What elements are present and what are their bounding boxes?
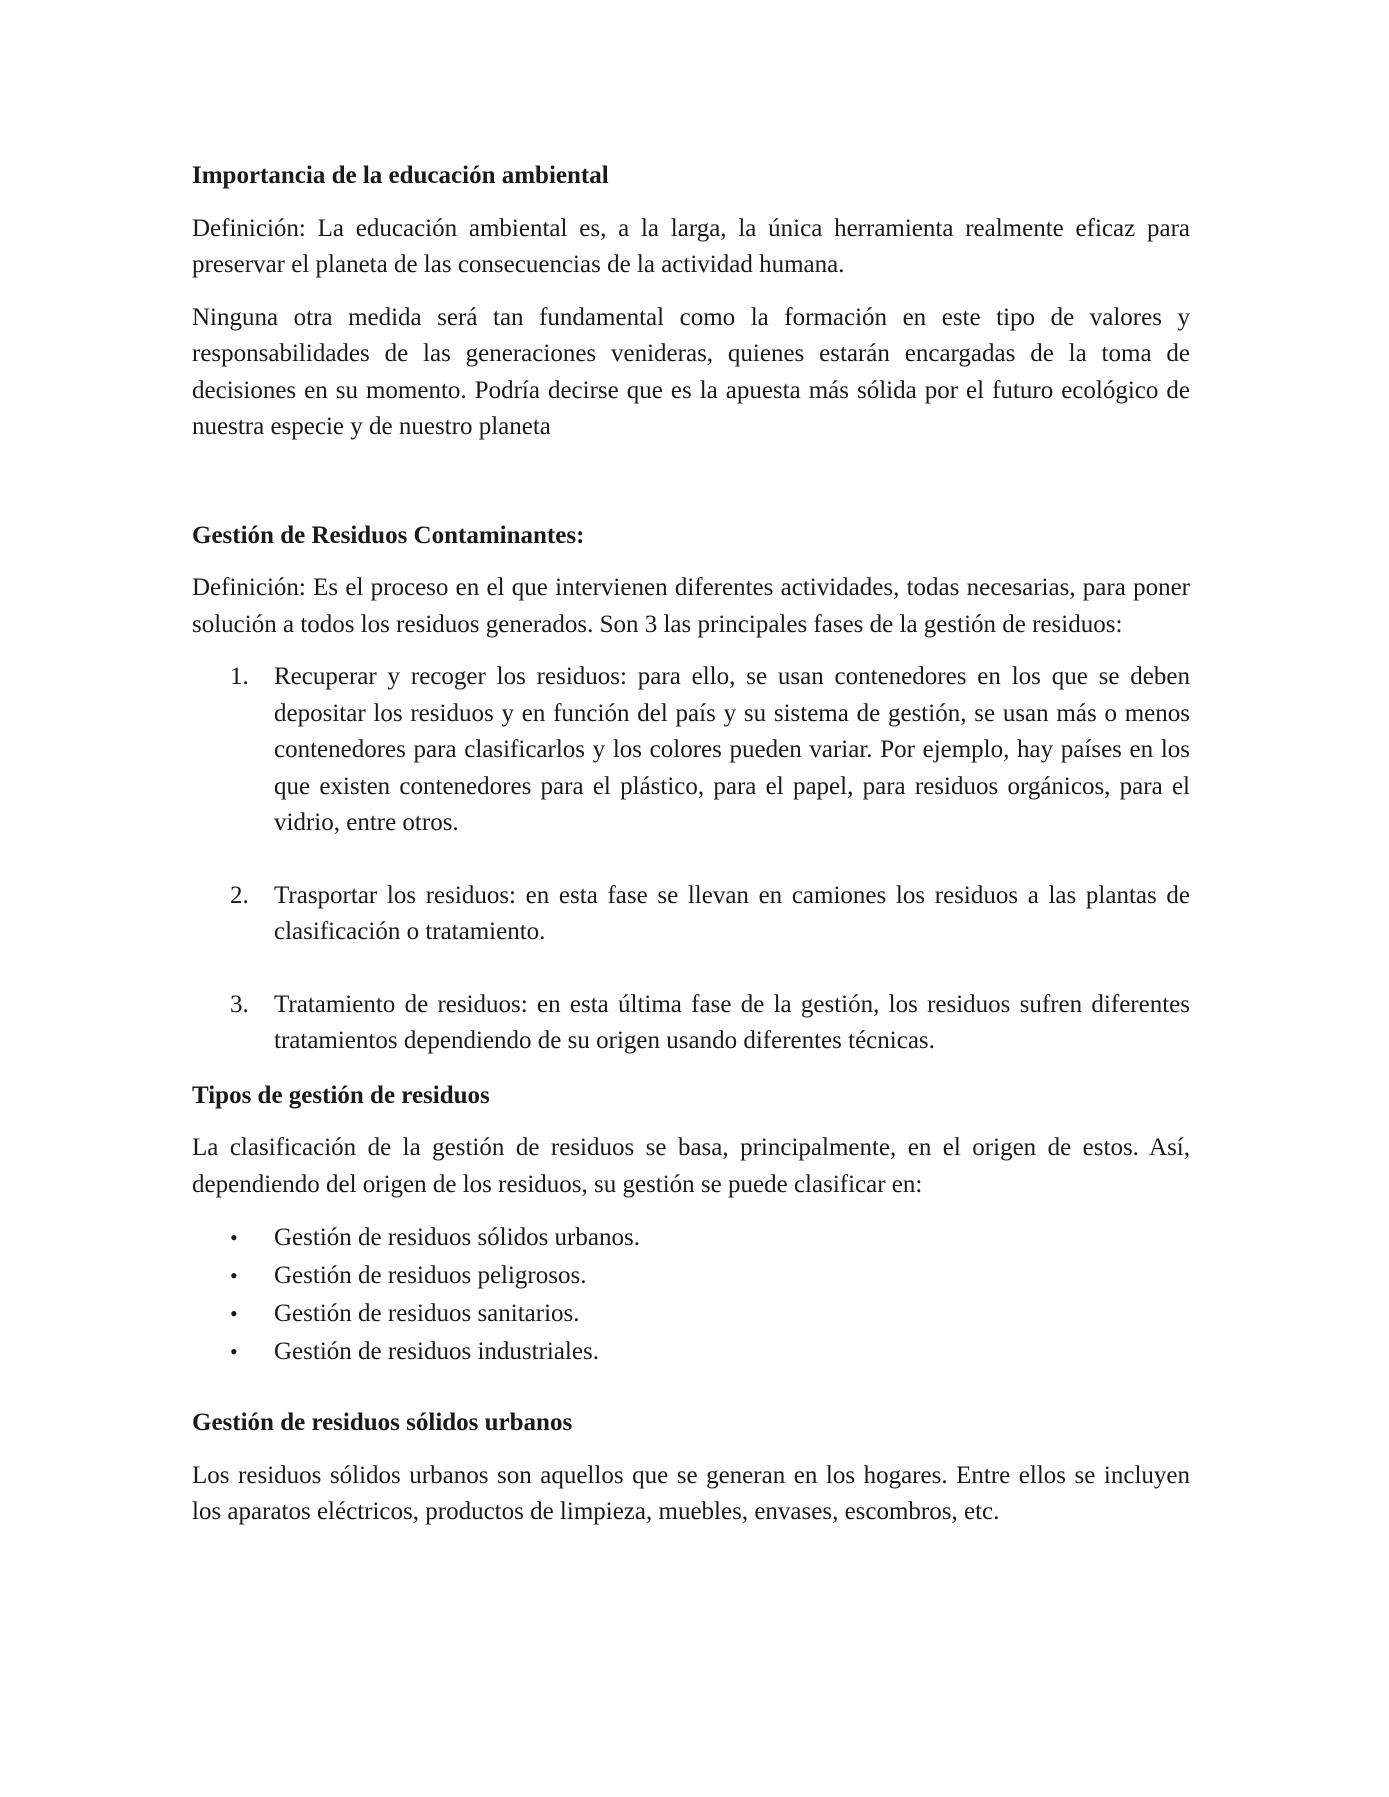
list-item	[192, 878, 1190, 951]
list-item-text: Gestión de residuos sólidos urbanos.	[274, 1224, 640, 1251]
list-number: 2.	[230, 881, 249, 909]
list-item	[192, 1333, 1190, 1371]
list-item-text: Gestión de residuos peligrosos.	[274, 1262, 587, 1289]
document-page	[192, 158, 1190, 1531]
bullet-icon: •	[230, 1225, 238, 1250]
paragraph-definicion-educacion: Definición: La educación ambiental es, a la larga, la única herramienta realmente eficaz para preservar el planeta de las consecuencias de la actividad humana.	[192, 214, 1190, 278]
list-number: 1.	[230, 663, 249, 690]
paragraph-clasificacion: La clasificación de la gestión de residuos se basa, principalmente, en el origen de estos. Así, dependiendo del origen de los residuos, su gestión se puede clasificar en:	[192, 1134, 1190, 1198]
paragraph-definicion-gestion: Definición: Es el proceso en el que intervienen diferentes actividades, todas necesarias, para poner solución a todos los residuos generados. Son 3 las principales fases de la gestión de residuos:	[192, 574, 1190, 638]
section-title-importancia: Importancia de la educación ambiental	[192, 162, 609, 189]
list-item-text: Tratamiento de residuos: en esta última fase de la gestión, los residuos sufren diferentes tratamientos dependiendo de su origen usando diferentes técnicas.	[274, 990, 1190, 1054]
list-number: 3.	[230, 990, 249, 1018]
list-item-text: Recuperar y recoger los residuos: para ello, se usan contenedores en los que se deben depositar los residuos y en función del país y su sistema de gestión, se usan más o menos contenedores para clasificarlos y los colores pueden variar. Por ejemplo, hay países en los que existen contenedores para el plástico, para el papel, para residuos orgánicos, para el vidrio, entre otros.	[274, 663, 1190, 836]
section-title-gestion-residuos: Gestión de Residuos Contaminantes:	[192, 521, 585, 549]
list-item-text: Gestión de residuos sanitarios.	[274, 1300, 580, 1327]
phases-list	[192, 659, 1190, 1060]
paragraph-residuos-solidos: Los residuos sólidos urbanos son aquellos que se generan en los hogares. Entre ellos se incluyen los aparatos eléctricos, productos de limpieza, muebles, envases, escombros, etc.	[192, 1461, 1190, 1525]
bullet-icon: •	[230, 1339, 238, 1364]
list-item-text: Trasportar los residuos: en esta fase se llevan en camiones los residuos a las plantas de clasificación o tratamiento.	[274, 881, 1190, 945]
section-title-residuos-solidos: Gestión de residuos sólidos urbanos	[192, 1409, 573, 1436]
section-title-tipos-gestion: Tipos de gestión de residuos	[192, 1081, 490, 1109]
list-item	[192, 987, 1190, 1060]
list-item	[192, 659, 1190, 842]
list-item	[192, 1295, 1190, 1333]
bullet-icon: •	[230, 1301, 238, 1326]
list-item-text: Gestión de residuos industriales.	[274, 1338, 599, 1365]
bullet-icon: •	[230, 1263, 238, 1288]
list-item	[192, 1219, 1190, 1257]
types-list	[192, 1219, 1190, 1371]
paragraph-ninguna-otra-medida: Ninguna otra medida será tan fundamental como la formación en este tipo de valores y responsabilidades de las generaciones venideras, quienes estarán encargadas de la toma de decisiones en su momento. Podría decirse que es la apuesta más sólida por el futuro ecológico de nuestra especie y de nuestro planeta	[192, 303, 1190, 440]
list-item	[192, 1257, 1190, 1295]
